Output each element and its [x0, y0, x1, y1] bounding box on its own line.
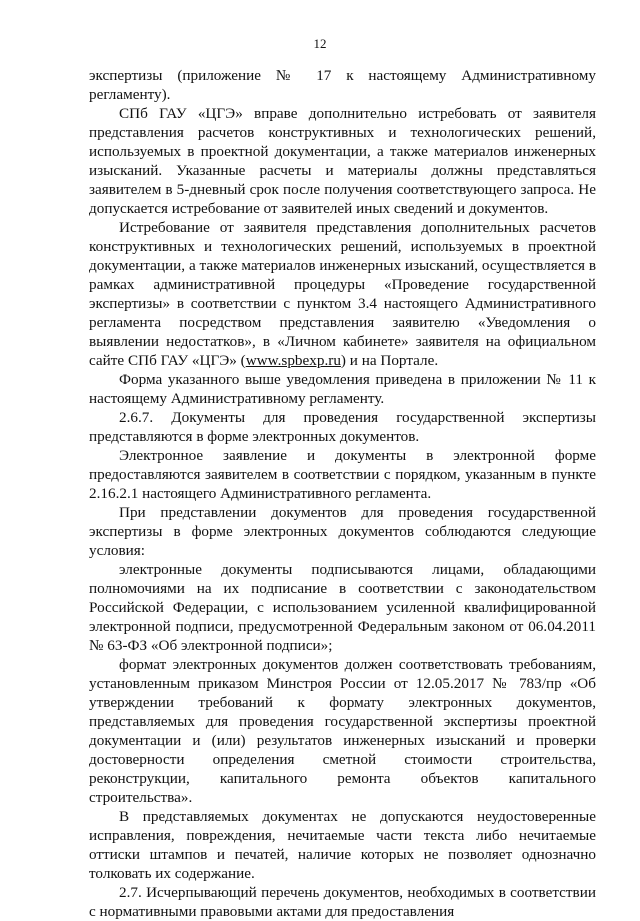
paragraph-text: Истребование от заявителя представления дополнительных расчетов конструктивных и технологических решений, используемых в проектной документации, а также материалов инженерных изысканий, осуществляется в рамках административной процедуры «Проведение государственной экспертизы» в соответствии с пунктом 3.4 настоящего Административного регламента посредством представления заявителю «Уведомления о выявлении недостатков», в «Личном кабинете» заявителя на официальном сайте СПб ГАУ «ЦГЭ» ( — [89, 219, 596, 369]
page-number: 12 — [313, 36, 327, 51]
website-link[interactable]: www.spbexp.ru — [245, 352, 341, 369]
paragraph: 2.6.7. Документы для проведения государственной экспертизы представляются в форме электронных документов. — [89, 409, 596, 445]
paragraph: экспертизы (приложение № 17 к настоящему Административному регламенту). — [89, 67, 596, 103]
paragraph: Электронное заявление и документы в электронной форме предоставляются заявителем в соответствии с порядком, указанным в пункте 2.16.2.1 настоящего Административного регламента. — [89, 447, 596, 502]
paragraph: электронные документы подписываются лицами, обладающими полномочиями на их подписание в соответствии с законодательством Российской Федерации, с использованием усиленной квалифицированной электронной подписи, предусмотренной Федеральным законом от 06.04.2011 № 63-ФЗ «Об электронной подписи»; — [89, 561, 596, 654]
paragraph: 2.7. Исчерпывающий перечень документов, необходимых в соответствии с нормативными правовыми актами для предоставления — [89, 884, 596, 920]
paragraph: В представляемых документах не допускаются неудостоверенные исправления, повреждения, нечитаемые части текста либо нечитаемые оттиски штампов и печатей, наличие которых не позволяет однозначно толковать их содержание. — [89, 808, 596, 882]
paragraph: СПб ГАУ «ЦГЭ» вправе дополнительно истребовать от заявителя представления расчетов конструктивных и технологических решений, используемых в проектной документации, а также материалов инженерных изысканий. Указанные расчеты и материалы должны представляться заявителем в 5-дневный срок после получения соответствующего запроса. Не допускается истребование от заявителей иных сведений и документов. — [89, 105, 596, 217]
paragraph: Форма указанного выше уведомления приведена в приложении № 11 к настоящему Административному регламенту. — [89, 371, 596, 407]
paragraph: формат электронных документов должен соответствовать требованиям, установленным приказом Минстроя России от 12.05.2017 № 783/пр «Об утверждении требований к формату электронных документов, представляемых для проведения государственной экспертизы проектной документации и (или) результатов инженерных изысканий и проверки достоверности определения сметной стоимости строительства, реконструкции, капитального ремонта объектов капитального строительства». — [89, 656, 596, 806]
paragraph — [89, 218, 596, 370]
document-body — [89, 66, 596, 921]
paragraph-text: ) и на Портале. — [340, 352, 439, 369]
paragraph: При представлении документов для проведения государственной экспертизы в форме электронных документов соблюдаются следующие условия: — [89, 504, 596, 559]
